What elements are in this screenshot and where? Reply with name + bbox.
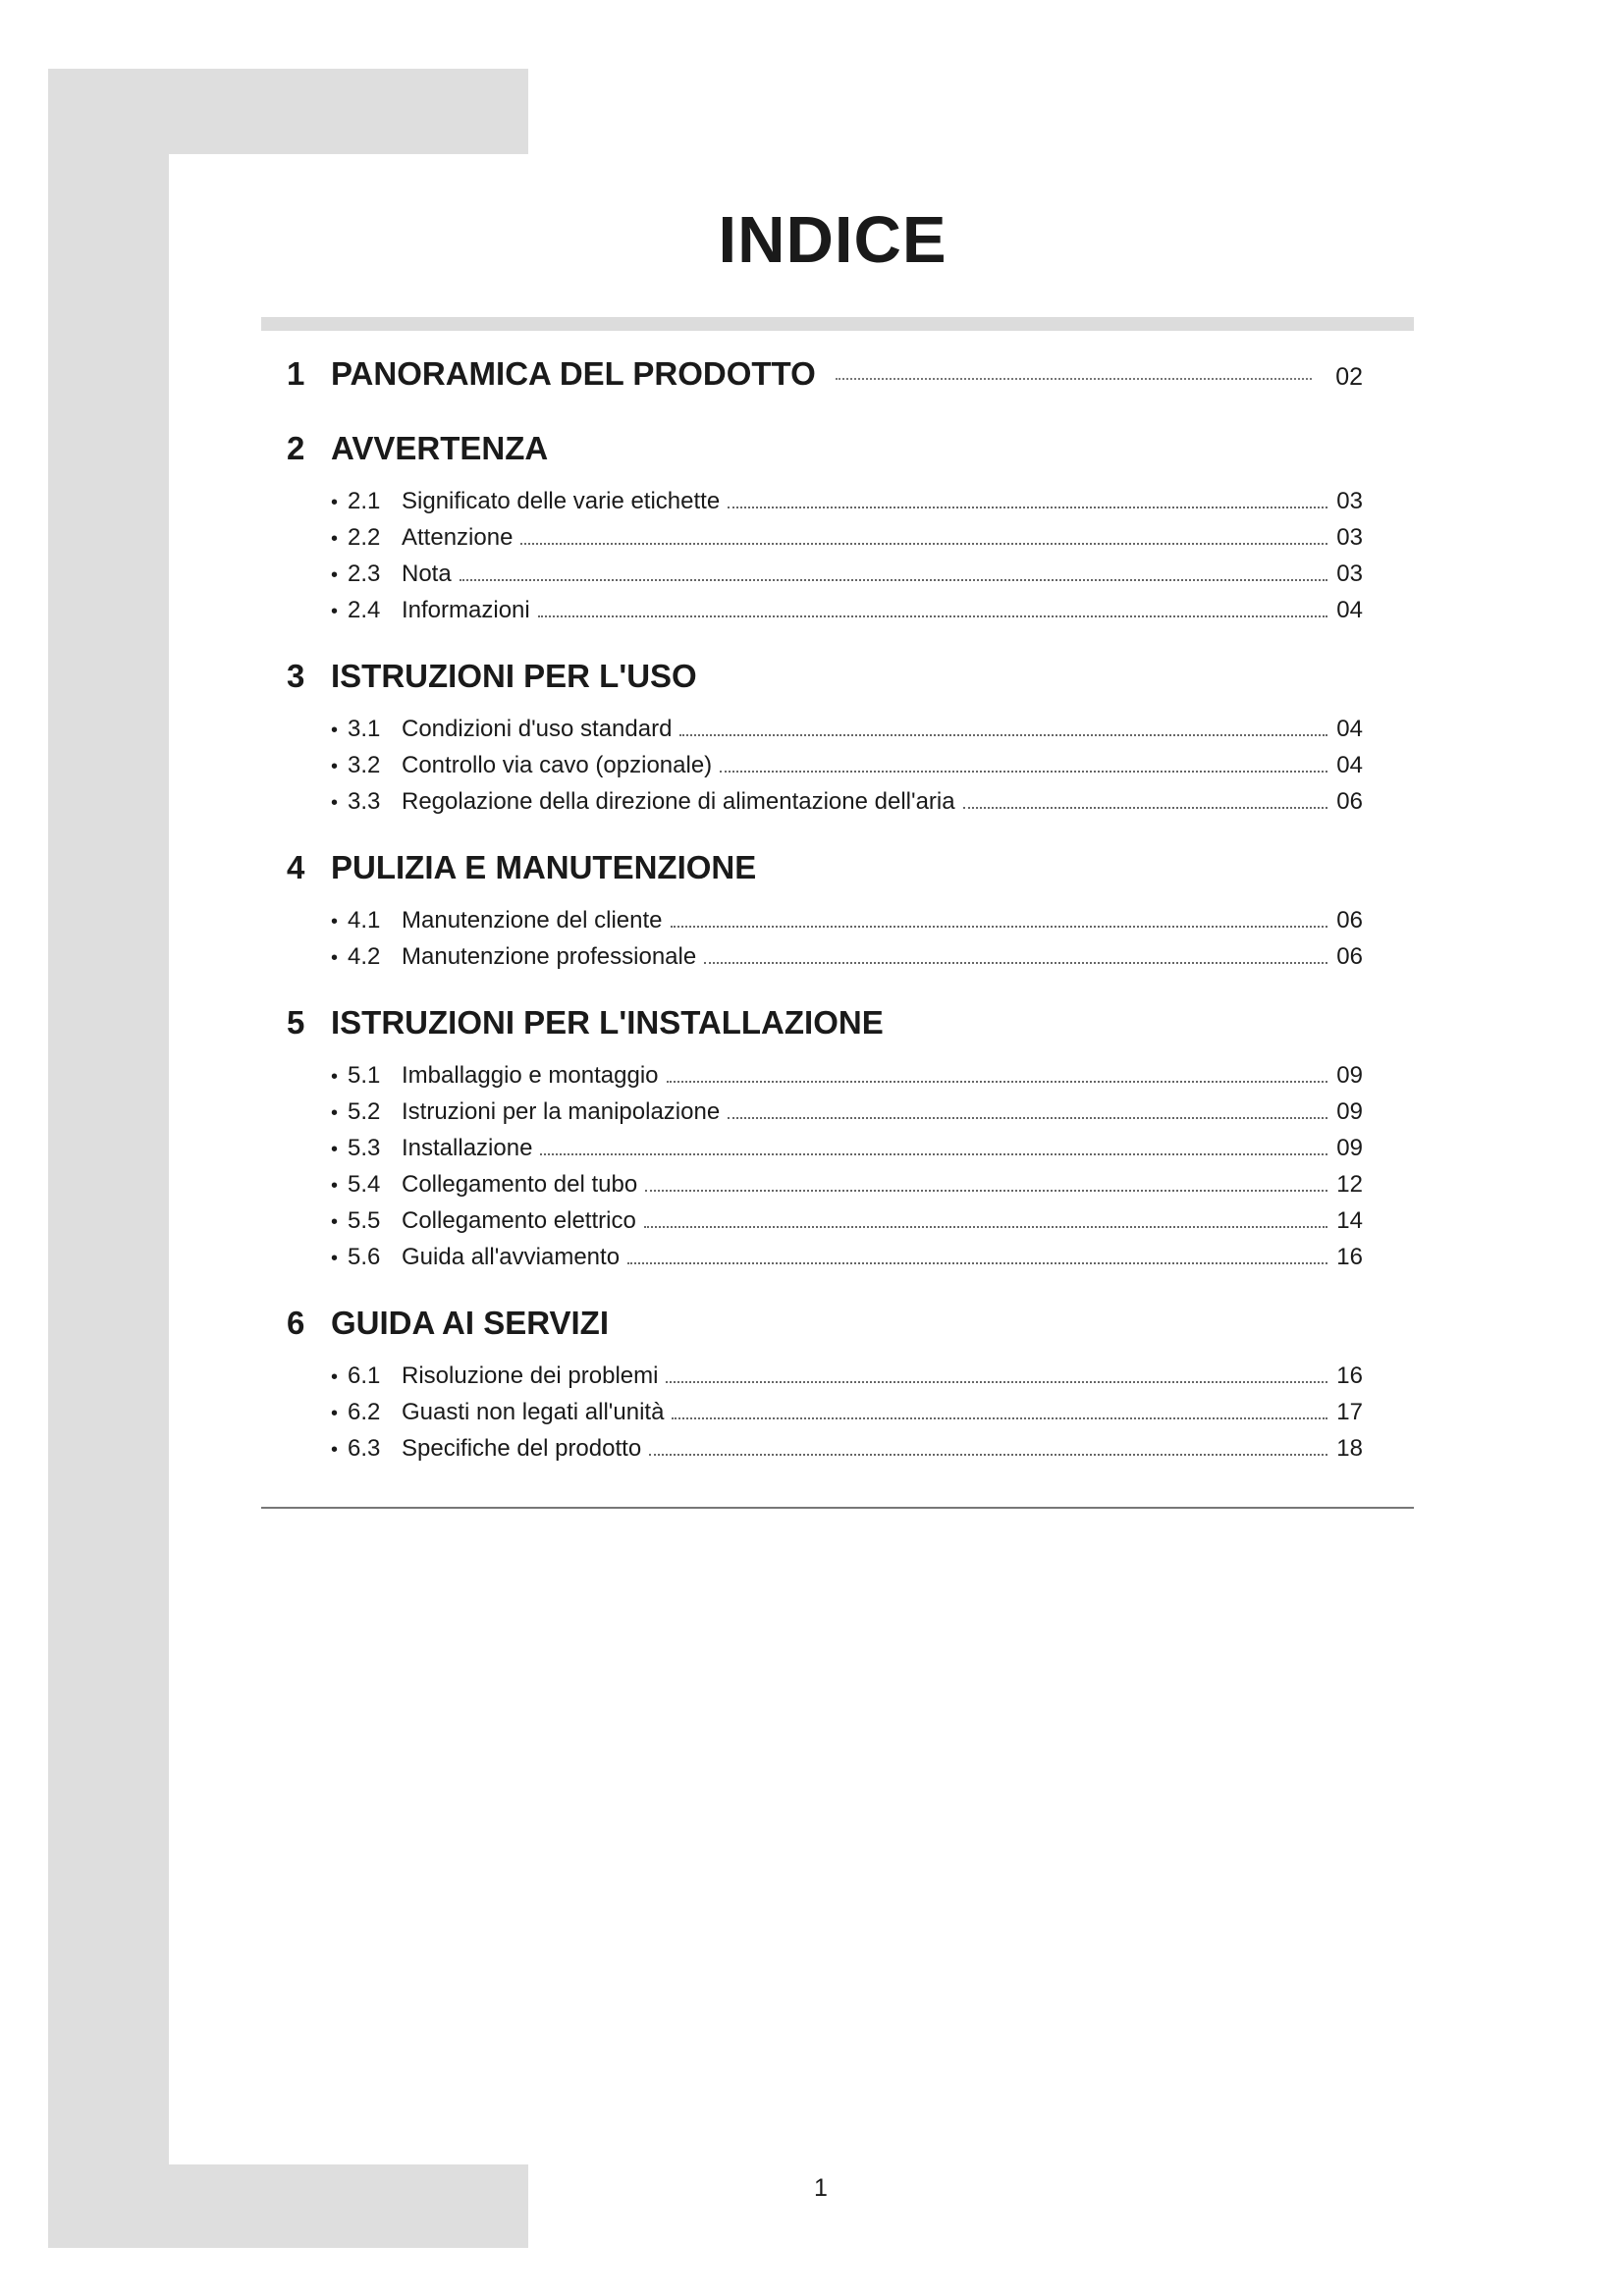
item-label: Istruzioni per la manipolazione xyxy=(402,1098,721,1125)
section-spacer xyxy=(287,628,1363,658)
bullet-icon: • xyxy=(330,601,338,622)
item-number: 3.3 xyxy=(348,788,381,815)
toc-item-list xyxy=(287,902,1363,975)
section-page: 02 xyxy=(1335,363,1363,391)
item-page: 14 xyxy=(1336,1207,1363,1234)
item-label: Attenzione xyxy=(402,524,514,551)
item-label: Guida all'avviamento xyxy=(402,1244,621,1270)
dot-leader xyxy=(836,377,1312,380)
item-page: 04 xyxy=(1336,597,1363,623)
dot-leader xyxy=(671,902,1327,928)
item-label: Collegamento elettrico xyxy=(402,1207,636,1234)
item-label: Nota xyxy=(402,561,452,587)
dot-leader xyxy=(666,1358,1327,1383)
toc-item-list xyxy=(287,711,1363,820)
item-number: 5.1 xyxy=(348,1062,381,1089)
toc-item[interactable] xyxy=(287,592,1363,628)
item-number: 5.5 xyxy=(348,1207,381,1234)
section-number: 1 xyxy=(287,355,305,392)
toc-section xyxy=(287,430,1363,628)
item-number: 6.1 xyxy=(348,1362,381,1389)
bullet-icon: • xyxy=(330,911,338,933)
toc-section xyxy=(287,658,1363,820)
toc-item-list xyxy=(287,1057,1363,1275)
toc-item[interactable] xyxy=(287,902,1363,938)
bullet-icon: • xyxy=(330,564,338,586)
dot-leader xyxy=(645,1166,1327,1192)
frame-side-bar xyxy=(48,69,169,2248)
item-label: Imballaggio e montaggio xyxy=(402,1062,659,1089)
item-label: Manutenzione del cliente xyxy=(402,907,663,934)
toc-item[interactable] xyxy=(287,1239,1363,1275)
toc-section xyxy=(287,1305,1363,1467)
section-spacer xyxy=(287,400,1363,430)
section-title: GUIDA AI SERVIZI xyxy=(331,1305,609,1341)
item-number: 6.3 xyxy=(348,1435,381,1462)
item-number: 5.2 xyxy=(348,1098,381,1125)
dot-leader xyxy=(720,747,1327,773)
item-page: 17 xyxy=(1336,1399,1363,1425)
dot-leader xyxy=(540,1130,1327,1155)
section-title: AVVERTENZA xyxy=(331,430,549,466)
page-number: 1 xyxy=(814,2174,828,2202)
toc-section xyxy=(287,1004,1363,1275)
item-number: 2.4 xyxy=(348,597,381,623)
bullet-icon: • xyxy=(330,947,338,969)
dot-leader xyxy=(728,483,1327,508)
item-label: Controllo via cavo (opzionale) xyxy=(402,752,713,778)
bullet-icon: • xyxy=(330,792,338,814)
toc-section-heading[interactable] xyxy=(287,430,1363,475)
toc-section-heading[interactable] xyxy=(287,658,1363,703)
toc-item[interactable] xyxy=(287,783,1363,820)
toc-item[interactable] xyxy=(287,1394,1363,1430)
item-page: 03 xyxy=(1336,524,1363,551)
item-number: 4.1 xyxy=(348,907,381,934)
dot-leader xyxy=(704,938,1327,964)
dot-leader xyxy=(649,1430,1327,1456)
item-page: 03 xyxy=(1336,561,1363,587)
dot-leader xyxy=(520,519,1327,545)
toc-item[interactable] xyxy=(287,519,1363,556)
dot-leader xyxy=(667,1057,1327,1083)
item-label: Installazione xyxy=(402,1135,533,1161)
bullet-icon: • xyxy=(330,1102,338,1124)
dot-leader xyxy=(963,783,1327,809)
section-title: ISTRUZIONI PER L'USO xyxy=(331,658,697,694)
item-label: Condizioni d'uso standard xyxy=(402,716,673,742)
toc-item[interactable] xyxy=(287,1057,1363,1094)
toc-item[interactable] xyxy=(287,1094,1363,1130)
item-label: Regolazione della direzione di alimentazione dell'aria xyxy=(402,788,955,815)
section-spacer xyxy=(287,820,1363,849)
item-label: Guasti non legati all'unità xyxy=(402,1399,665,1425)
dot-leader xyxy=(679,711,1327,736)
section-title: PULIZIA E MANUTENZIONE xyxy=(331,849,757,885)
dot-leader xyxy=(728,1094,1327,1119)
bullet-icon: • xyxy=(330,528,338,550)
bullet-icon: • xyxy=(330,1175,338,1197)
item-label: Informazioni xyxy=(402,597,530,623)
item-page: 04 xyxy=(1336,716,1363,742)
toc-item[interactable] xyxy=(287,1358,1363,1394)
title-divider xyxy=(261,317,1414,331)
item-number: 2.2 xyxy=(348,524,381,551)
dot-leader xyxy=(672,1394,1327,1419)
item-page: 16 xyxy=(1336,1362,1363,1389)
bullet-icon: • xyxy=(330,1139,338,1160)
item-number: 5.6 xyxy=(348,1244,381,1270)
section-title: PANORAMICA DEL PRODOTTO xyxy=(331,355,816,392)
toc-item[interactable] xyxy=(287,483,1363,519)
bullet-icon: • xyxy=(330,1066,338,1088)
dot-leader xyxy=(644,1202,1327,1228)
section-number: 3 xyxy=(287,658,305,694)
section-number: 2 xyxy=(287,430,305,466)
toc-item-list xyxy=(287,483,1363,628)
section-number: 6 xyxy=(287,1305,305,1341)
item-number: 5.3 xyxy=(348,1135,381,1161)
item-label: Manutenzione professionale xyxy=(402,943,697,970)
toc-section xyxy=(287,849,1363,975)
item-page: 16 xyxy=(1336,1244,1363,1270)
item-page: 18 xyxy=(1336,1435,1363,1462)
item-page: 12 xyxy=(1336,1171,1363,1198)
item-page: 09 xyxy=(1336,1062,1363,1089)
bullet-icon: • xyxy=(330,756,338,777)
toc-item[interactable] xyxy=(287,1202,1363,1239)
toc-section-heading[interactable] xyxy=(287,1004,1363,1049)
toc-section-heading[interactable] xyxy=(287,355,1363,400)
item-page: 09 xyxy=(1336,1135,1363,1161)
item-page: 06 xyxy=(1336,943,1363,970)
toc-item[interactable] xyxy=(287,1430,1363,1467)
item-page: 09 xyxy=(1336,1098,1363,1125)
item-number: 6.2 xyxy=(348,1399,381,1425)
toc-section xyxy=(287,355,1363,400)
item-label: Risoluzione dei problemi xyxy=(402,1362,659,1389)
item-number: 3.1 xyxy=(348,716,381,742)
bottom-divider xyxy=(261,1507,1414,1509)
item-page: 06 xyxy=(1336,788,1363,815)
toc-item-list xyxy=(287,1358,1363,1467)
item-number: 5.4 xyxy=(348,1171,381,1198)
table-of-contents xyxy=(287,355,1363,1467)
bullet-icon: • xyxy=(330,492,338,513)
dot-leader xyxy=(627,1239,1327,1264)
toc-item[interactable] xyxy=(287,938,1363,975)
toc-section-heading[interactable] xyxy=(287,1305,1363,1350)
item-number: 2.3 xyxy=(348,561,381,587)
bullet-icon: • xyxy=(330,1366,338,1388)
bullet-icon: • xyxy=(330,720,338,741)
item-label: Collegamento del tubo xyxy=(402,1171,638,1198)
item-label: Specifiche del prodotto xyxy=(402,1435,642,1462)
dot-leader xyxy=(538,592,1327,617)
item-number: 3.2 xyxy=(348,752,381,778)
bullet-icon: • xyxy=(330,1211,338,1233)
section-number: 4 xyxy=(287,849,305,885)
toc-item[interactable] xyxy=(287,1130,1363,1166)
dot-leader xyxy=(460,556,1327,581)
toc-section-heading[interactable] xyxy=(287,849,1363,894)
item-number: 4.2 xyxy=(348,943,381,970)
bullet-icon: • xyxy=(330,1439,338,1461)
section-title: ISTRUZIONI PER L'INSTALLAZIONE xyxy=(331,1004,884,1041)
section-number: 5 xyxy=(287,1004,305,1041)
item-page: 03 xyxy=(1336,488,1363,514)
toc-item[interactable] xyxy=(287,711,1363,747)
section-spacer xyxy=(287,975,1363,1004)
page-title: INDICE xyxy=(718,203,947,277)
toc-item[interactable] xyxy=(287,556,1363,592)
toc-item[interactable] xyxy=(287,1166,1363,1202)
item-page: 04 xyxy=(1336,752,1363,778)
bullet-icon: • xyxy=(330,1248,338,1269)
toc-item[interactable] xyxy=(287,747,1363,783)
item-number: 2.1 xyxy=(348,488,381,514)
section-spacer xyxy=(287,1275,1363,1305)
item-label: Significato delle varie etichette xyxy=(402,488,721,514)
item-page: 06 xyxy=(1336,907,1363,934)
bullet-icon: • xyxy=(330,1403,338,1424)
